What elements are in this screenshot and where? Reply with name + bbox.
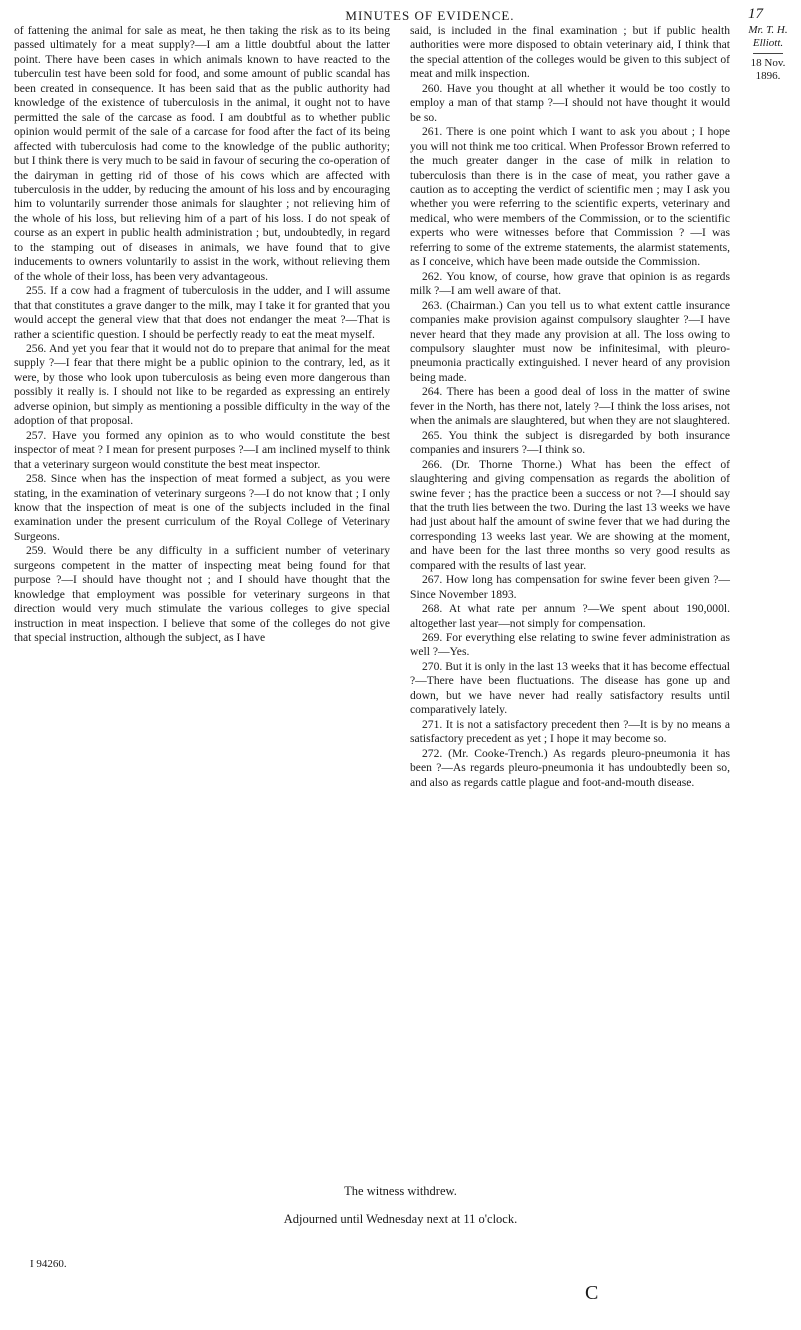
left-column [14, 24, 390, 645]
divider [753, 53, 783, 54]
witness-name: Mr. T. H. Elliott. [748, 24, 788, 49]
paragraph: 264. There has been a good deal of loss in the matter of swine fever in the North, has there not, lately ?—I think the loss arises, not when the animals are slaughtered, but when they are not slaughtered. [410, 385, 731, 428]
paragraph: 268. At what rate per annum ?—We spent about 190,000l. altogether last year—not simply for compensation. [410, 602, 730, 630]
paragraph: 256. And yet you fear that it would not do to prepare that animal for the meat supply ?—I fear that there might be a public opinion to the contrary, led, as it were, by those who look upon tuberculosis as being even more dangerous than possibly it really is. I should not like to be regarded as expressing an entirely adverse opinion, but simply as mentioning a possible difficulty in the way of the adoption of that proposal. [14, 341, 390, 428]
paragraph: 267. How long has compensation for swine fever been given ?—Since November 1893. [410, 573, 730, 601]
header-title: MINUTES OF EVIDENCE. [345, 8, 515, 23]
paragraph: 265. You think the subject is disregarded by both insurance companies and insurers ?—I think so. [410, 428, 730, 457]
witness-withdrew: The witness withdrew. [344, 1184, 457, 1198]
signature-mark: C [585, 1282, 599, 1304]
print-reference: I 94260. [30, 1258, 67, 1270]
right-column [410, 24, 730, 790]
paragraph: 269. For everything else relating to swine fever administration as well ?—Yes. [410, 631, 730, 659]
running-header [0, 6, 801, 26]
paragraph: of fattening the animal for sale as meat, he then taking the risk as to its being passed ultimately for a meat supply?—I am a little doubtful about the latter point. There have been cases in which animals known to have reacted to the tuberculin test have been sold for food, and some amount of public scandal has been created in consequence. It has been said that as the public authority had knowledge of the existence of tuberculosis in the animal, it ought not to have permitted the sale of the carcase as food. I am doubtful as to whether public opinion would permit of the sale of a carcase for food after the fact of its being affected with tuberculosis had come to the knowledge of the public authority; but I think there is very much to be said in favour of securing the co-operation of the dairyman in getting rid of those of his cows which are affected with tuberculosis in the udder, by reducing the amount of his loss and by encouraging him to voluntarily surrender those animals for slaughter ; not relieving him of the whole of his loss, but relieving him of a part of his loss. I do not speak of course as an expert in public health administration ; but, undoubtedly, in regard to the stamping out of diseases in animals, we have found that to give inducements to owners voluntarily to assist in the work, without relieving them of the whole of their loss, has been very advantageous. [14, 24, 390, 283]
paragraph: 257. Have you formed any opinion as to who would constitute the best inspector of meat ? I mean for present purposes ?—I am inclined myself to think that a veterinary surgeon would constitute the best meat inspector. [14, 428, 390, 471]
paragraph: 266. (Dr. Thorne Thorne.) What has been the effect of slaughtering and giving compensation as regards the abolition of swine fever ; has the practice been a success or not ?—I should say that the truth lies between the two. During the last 13 weeks we have had just about half the amount of swine fever that we had during the corresponding 13 weeks last year. We are showing at the moment, and have been for the last three months so very good results as compared with the results of last year. [410, 457, 730, 572]
adjournment-note: Adjourned until Wednesday next at 11 o'clock. [283, 1212, 518, 1226]
paragraph: 261. There is one point which I want to ask you about ; I hope you will not think me too critical. When Professor Brown referred to the much greater danger in the case of milk in relation to tuberculosis than there is in the case of meat, you rather gave a caution as to accepting the verdict of scientific men ; may I ask you whether you were referring to the scientific experts, veterinary and medical, who were members of the Commission, or to the scientific experts who were witnesses before that Commission ? —I was referring to some of the extreme statements, the alarmist statements, as I conceive, which have been made outside the Commission. [410, 125, 730, 269]
paragraph: 258. Since when has the inspection of meat formed a subject, as you were stating, in the examination of veterinary surgeons ?—I do not know that ; I only know that the inspection of meat is one of the subjects included in the final examination under the present curriculum of the Royal College of Veterinary Surgeons. [14, 472, 390, 543]
paragraph: 259. Would there be any difficulty in a sufficient number of veterinary surgeons competent in the matter of inspecting meat being found for that purpose ?—I should have thought not ; and I should have thought that the knowledge that employment was possible for veterinary surgeons in that direction would very much stimulate the various colleges to give special instruction in meat inspection. I believe that some of the colleges do not give that special instruction, although the subject, as I have [14, 544, 390, 645]
session-date: 18 Nov. 1896. [750, 57, 786, 82]
paragraph: 255. If a cow had a fragment of tuberculosis in the udder, and I will assume that that constitutes a grave danger to the milk, may I take it for granted that you would accept the general view that that does not endanger the meat ?—That is rather a scientific question. I should be perfectly ready to eat the meat myself. [14, 284, 390, 341]
paragraph: 260. Have you thought at all whether it would be too costly to employ a man of that stamp ?—I should not have thought it would be so. [410, 81, 730, 124]
paragraph: 272. (Mr. Cooke-Trench.) As regards pleuro-pneumonia it has been ?—As regards pleuro-pneumonia it has undoubtedly been so, and also as regards cattle plague and foot-and-mouth disease. [410, 746, 730, 789]
paragraph: 270. But it is only in the last 13 weeks that it has become effectual ?—There have been fluctuations. The disease has gone up and down, but we have never had really satisfactory results until comparatively lately. [410, 659, 730, 717]
paragraph: said, is included in the final examination ; but if public health authorities were more disposed to obtain veterinary aid, I think that the special attention of the colleges would be given to this subject of meat and milk inspection. [410, 24, 730, 81]
margin-note [738, 24, 798, 83]
paragraph: 271. It is not a satisfactory precedent then ?—It is by no means a satisfactory precedent as yet ; I hope it may become so. [410, 717, 730, 746]
paragraph: 262. You know, of course, how grave that opinion is as regards milk ?—I am well aware of that. [410, 269, 730, 298]
paragraph: 263. (Chairman.) Can you tell us to what extent cattle insurance companies make provision against compulsory slaughter ?—I have never heard that they made any provision at all. The loss owing to compulsory slaughter must now be infinitesimal, with pleuro-pneumonia practically extinguished. I never heard of any provision being made. [410, 298, 730, 384]
page-number: 17 [748, 6, 763, 22]
